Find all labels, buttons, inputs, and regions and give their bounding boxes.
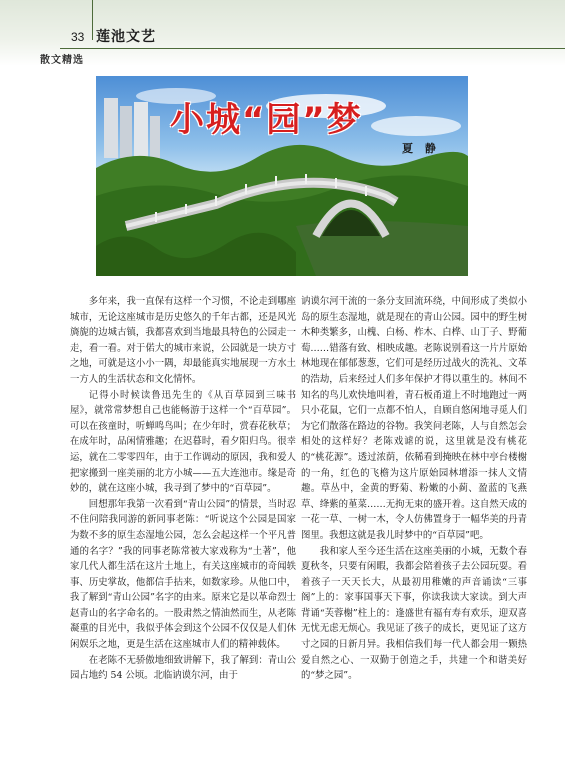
paragraph-continued: 讷谟尔河干流的一条分支回流环绕，中间形成了类似小岛的原生态湿地，就是现在的青山公园。园中的野生树木种类繁多，山槐、白杨、柞木、白桦、山丁子、野葡萄……错落有致、相映成趣。老陈说别看这一片片原始林地现在郁郁葱葱，它们可是经历过战火的洗礼、文革的浩劫，后来经过人们多年保护才得以重生的。林间不知名的鸟儿欢快地叫着，青石板甬道上不时地跑过一两只小花鼠，它们一点都不怕人，自顾自悠闲地寻觅人们为它们散落在路边的谷物。我笑问老陈，人与自然怎会相处的这样好？老陈戏谑的说，这里就是没有桃花的“桃花源”。透过浓荫，依稀看到掩映在林中亭台楼榭的一角，红色的飞檐为这片原始园林增添一抹人文情趣。草丛中，金黄的野菊、粉嫩的小蓟、盈蓝的飞燕草、绛紫的堇菜……无拘无束的盛开着。这自然天成的一花一草、一树一木，令人仿佛置身于一幅华美的丹青图里。我想这就是我儿时梦中的“百草园”吧。 <box>301 296 527 541</box>
paragraph: 回想那年我第一次看到“青山公园”的情景，当时忍不住问陪我同游的新同事老陈：“听说这个公园是国家为数不多的原生态湿地公园，怎么会起这样一个平凡普通的名字？”我的同事老陈常被大家戏称为“土著”，他家几代人都生活在这片土地上，有关这座城市的奇闻轶事、历史掌故，他都信手拈来，如数家珍。从他口中，我了解到“青山公园”名字的由来。原来它是以革命烈士赵青山的名字命名的。一股肃然之情油然而生，从老陈凝重的目光中，我似乎体会到这个公园不仅仅是人们休闲娱乐之地，更是生活在这座城市人们的精神载体。 <box>70 498 296 651</box>
header-divider-vertical <box>92 0 93 40</box>
article-body-left-column <box>70 294 296 684</box>
section-name: 散文精选 <box>40 55 84 66</box>
article-body-right-column <box>301 294 527 684</box>
article-title: 小城“园”梦 <box>170 100 363 140</box>
header-divider-horizontal <box>60 48 565 49</box>
paragraph: 记得小时候读鲁迅先生的《从百草园到三味书屋》，就常常梦想自己也能畅游于这样一个“百草园”。可以在孩童时，听蝉鸣鸟叫；在少年时，赏春花秋草；在成年时，品闲情雅趣；在迟暮时，看夕阳归鸟。很幸运，就在二零零四年，由于工作调动的原因，我和爱人把家搬到一座美丽的北方小城——五大连池市。缘是奇妙的，就在这座小城，我寻到了梦中的“百草园”。 <box>70 389 296 495</box>
header-band <box>0 0 565 66</box>
paragraph: 在老陈不无骄傲地细致讲解下，我了解到：青山公园占地约 54 公顷。北临讷谟尔河，由于 <box>70 654 296 682</box>
page-number: 33 <box>71 30 85 44</box>
article-author: 夏 静 <box>402 142 440 155</box>
paragraph: 多年来，我一直保有这样一个习惯，不论走到哪座城市，无论这座城市是历史悠久的千年古都，还是风光旖旎的边城古镇，我都喜欢到当地最具特色的公园走一走，看一看。对于偌大的城市来说，公园就是一块方寸之地，可就是这小小一隅，却最能真实地展现一方水土一方人的生活状态和文化情怀。 <box>70 296 296 385</box>
journal-name: 莲池文艺 <box>96 29 156 45</box>
paragraph: 我和家人至今还生活在这座美丽的小城，无数个春夏秋冬，只要有闲暇，我都会陪着孩子去公园玩耍。看着孩子一天天长大，从最初用稚嫩的声音诵读“三事阁”上的：家事国事天下事，你读我读大家读。到大声背诵“芙蓉榭”柱上的：逢盛世有福有寿有欢乐，迎双喜无忧无虑无烦心。我见证了孩子的成长，更见证了这方寸之园的日新月异。我相信我们每一代人都会用一颗热爱自然之心、一双勤于创造之手，共建一个和谐美好的“梦之园”。 <box>301 545 527 682</box>
